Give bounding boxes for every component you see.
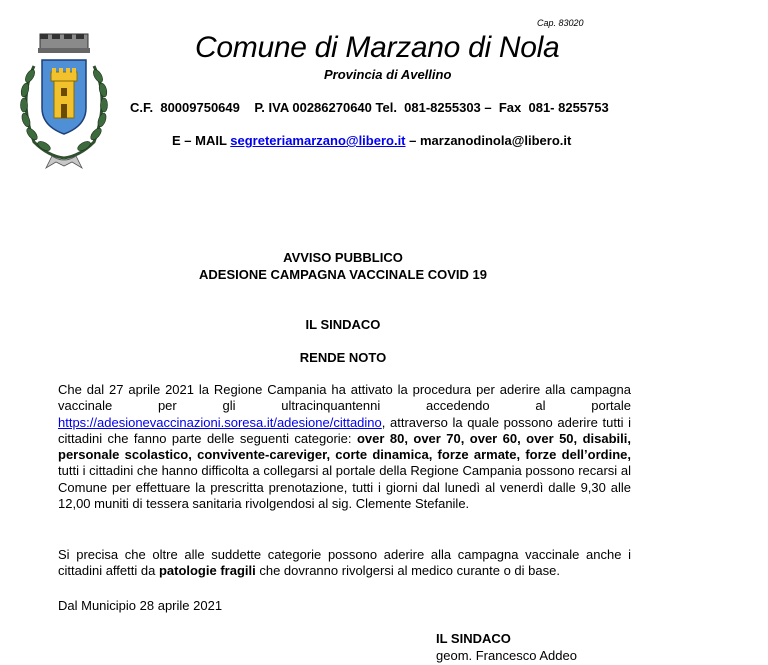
postal-code: Cap. 83020 [537, 18, 584, 28]
announce-heading: RENDE NOTO [299, 350, 387, 365]
p2-text-a: Si precisa che oltre alle suddette categorie possono aderire alla campagna vaccinale anche i cittadini affetti da [58, 547, 631, 579]
p1-text-a: Che dal 27 aprile 2021 la Regione Campania ha attivato la procedura per aderire alla campagna vaccinale per gli ultracinquantenni accedendo al portale [58, 382, 631, 414]
email-label: E – MAIL [172, 133, 231, 148]
issue-date: Dal Municipio 28 aprile 2021 [58, 598, 223, 613]
notice-subheading: ADESIONE CAMPAGNA VACCINALE COVID 19 [199, 267, 487, 282]
p2-fragile: patologie fragili [158, 563, 256, 579]
fiscal-contact-line: C.F. 80009750649 P. IVA 00286270640 Tel. 081-8255303 – Fax 081- 8255753 [130, 100, 609, 115]
mayor-heading: IL SINDACO [305, 317, 381, 332]
signature-name: geom. Francesco Addeo [436, 648, 577, 663]
email-link[interactable]: segreteriamarzano@libero.it [230, 133, 406, 148]
email-secondary: – marzanodinola@libero.it [405, 133, 572, 148]
signature-title: IL SINDACO [436, 631, 511, 646]
vaccination-portal-link[interactable]: https://adesionevaccinazioni.soresa.it/adesione/cittadino [58, 414, 382, 430]
p1-text-b: , attraverso la quale possono aderire tutti i cittadini che fanno parte delle seguenti categorie: [58, 414, 631, 446]
p1-text-c: tutti i cittadini che hanno difficolta a collegarsi al portale della Regione Campania possono recarsi al Comune per effettuare la prescritta prenotazione, tutti i giorni dal lunedì al venerdì dalle 9,30 alle 12,00 muniti di tessera sanitaria rivolgendosi al sig. Clemente Stefanile. [58, 463, 631, 512]
p1-categories: over 80, over 70, over 60, over 50, disabili, personale scolastico, convivente-careviger, corte dinamica, forze armate, forze dell’ordine, [58, 430, 631, 463]
p2-text-b: che dovranno rivolgersi al medico curante o di base. [255, 563, 560, 579]
municipality-title: Comune di Marzano di Nola [195, 31, 560, 64]
body-paragraph-2 [58, 547, 631, 580]
body-paragraph-1 [58, 382, 631, 512]
notice-heading: AVVISO PUBBLICO [283, 250, 403, 265]
coat-of-arms-icon [12, 30, 116, 170]
email-line [172, 133, 571, 148]
province-subtitle: Provincia di Avellino [324, 67, 452, 82]
